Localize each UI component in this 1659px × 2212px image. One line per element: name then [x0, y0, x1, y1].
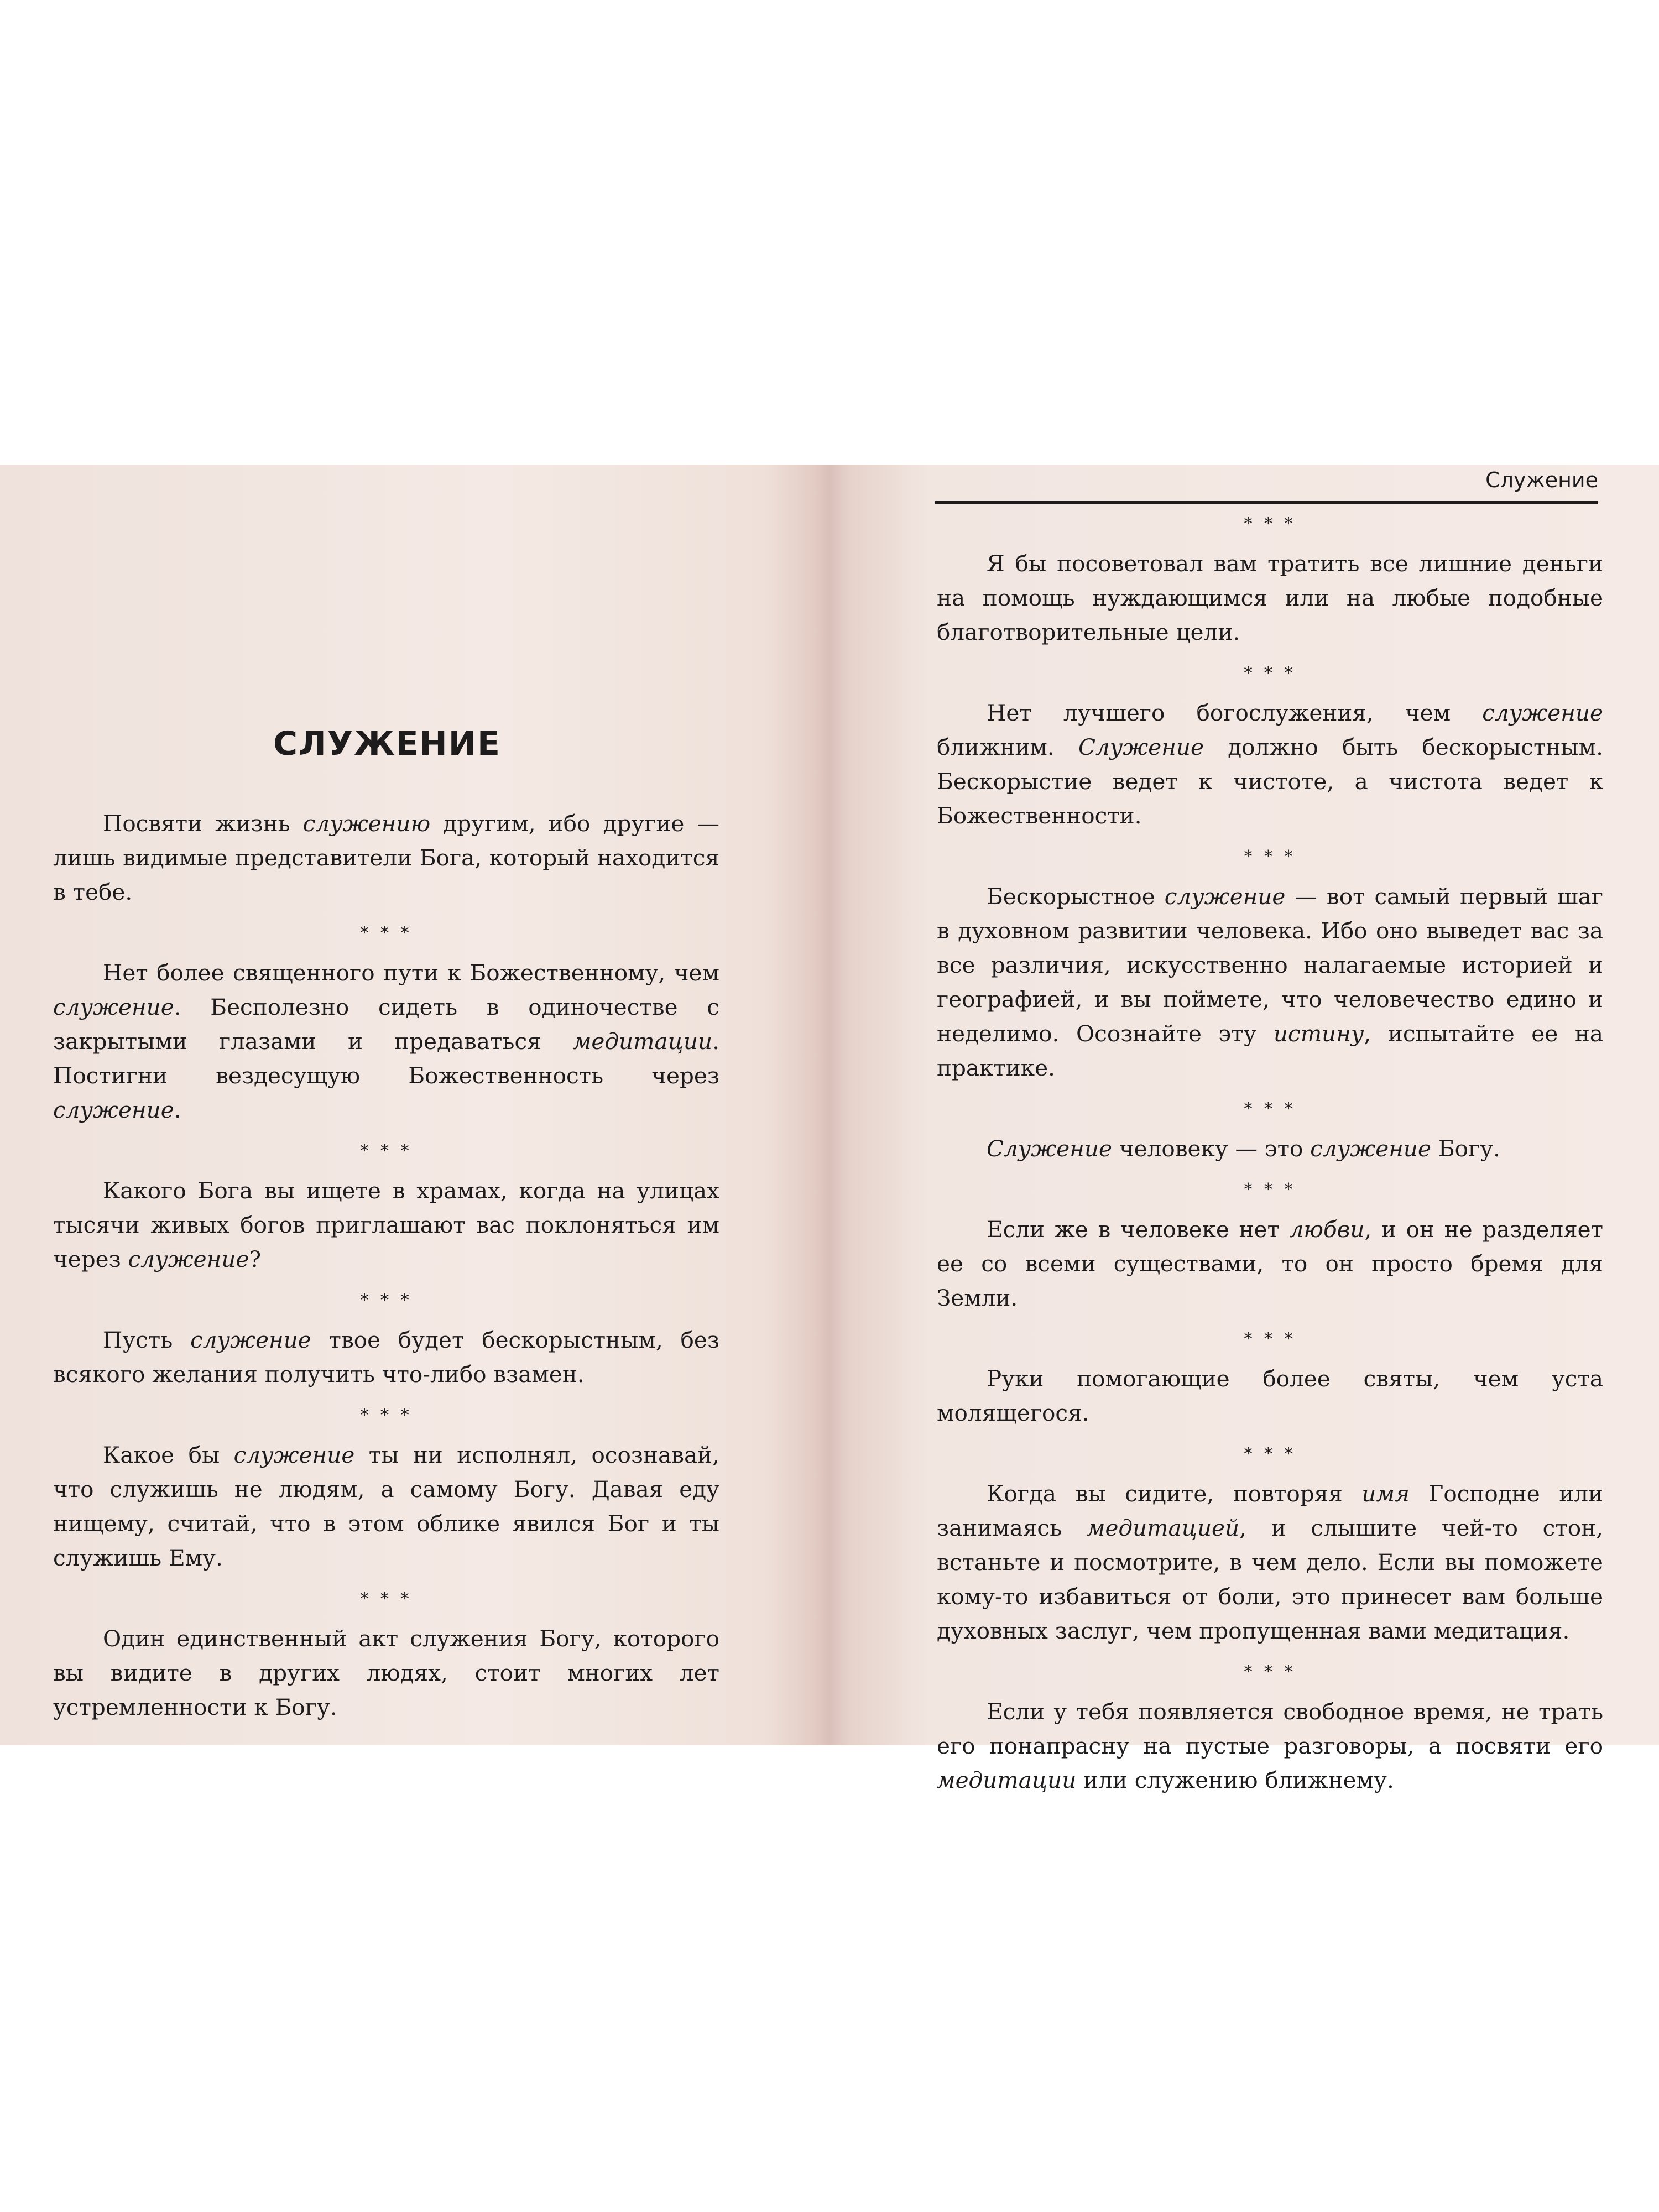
- emphasized-text: имя: [1361, 1480, 1410, 1507]
- text-run: Если у тебя появляется свободное время, не трать его понапрасну на пустые разговоры, а посвяти его: [937, 1698, 1603, 1759]
- paragraph: [937, 1361, 1603, 1430]
- emphasized-text: Служение: [1078, 734, 1204, 760]
- text-run: — вот самый первый шаг в духовном развитии человека. Ибо оно выведет вас за все различия, искусственно налагаемые историей и географией, и вы поймете, что человечество едино и неделимо. Осознайте эту: [937, 883, 1603, 1047]
- section-separator: * * *: [1244, 1662, 1296, 1682]
- section-separator: * * *: [1244, 847, 1296, 867]
- paragraph: [937, 1694, 1603, 1797]
- left-page-text: [53, 806, 719, 1724]
- emphasized-text: служению: [302, 810, 431, 837]
- paragraph: [53, 806, 719, 909]
- right-page: [835, 465, 1659, 1793]
- paragraph: [53, 1173, 719, 1276]
- chapter-title: СЛУЖЕНИЕ: [273, 724, 501, 763]
- emphasized-text: служение: [233, 1442, 355, 1468]
- text-run: , и слышите чей-то стон, встаньте и посмотрите, в чем дело. Если вы поможете кому-то избавиться от боли, это принесет вам больше духовных заслуг, чем пропущенная вами медитация.: [937, 1515, 1603, 1644]
- text-run: . Постигни вездесущую Божественность через: [53, 1028, 719, 1089]
- text-run: человеку — это: [1112, 1135, 1311, 1162]
- running-header-title: Служение: [1485, 468, 1598, 492]
- text-run: ты ни исполнял, осознавай, что служишь не людям, а самому Богу. Давая еду нищему, считай, что в этом облике явился Бог и ты служишь Ему.: [53, 1442, 719, 1571]
- text-run: Бескорыстное: [987, 883, 1165, 910]
- emphasized-text: служение: [53, 994, 174, 1020]
- text-run: , испытайте ее на практике.: [937, 1020, 1603, 1081]
- paragraph: [53, 1438, 719, 1575]
- paragraph: [53, 1323, 719, 1391]
- section-separator: * * *: [360, 1141, 413, 1161]
- text-run: Когда вы сидите, повторяя: [987, 1480, 1362, 1507]
- paragraph: [937, 1477, 1603, 1648]
- emphasized-text: служение: [1310, 1135, 1431, 1162]
- text-run: Какого Бога вы ищете в храмах, когда на улицах тысячи живых богов приглашают вас поклоняться им через: [53, 1177, 719, 1272]
- text-run: Я бы посоветовал вам тратить все лишние деньги на помощь нуждающимся или на любые подобные благотворительные цели.: [937, 550, 1603, 645]
- emphasized-text: медитации: [572, 1028, 713, 1055]
- section-separator: * * *: [360, 1589, 413, 1609]
- right-page-text: [937, 514, 1603, 1797]
- section-separator: * * *: [1244, 1444, 1296, 1464]
- emphasized-text: медитацией: [1086, 1515, 1240, 1541]
- emphasized-text: медитации: [937, 1767, 1077, 1793]
- text-run: ближним.: [937, 734, 1078, 760]
- paragraph: [53, 1621, 719, 1724]
- text-run: Руки помогающие более святы, чем уста молящегося.: [937, 1365, 1603, 1426]
- paragraph: [937, 546, 1603, 649]
- paragraph: [53, 956, 719, 1127]
- emphasized-text: служение: [1164, 883, 1286, 910]
- emphasized-text: служение: [53, 1097, 174, 1123]
- paragraph: [937, 879, 1603, 1085]
- section-separator: * * *: [1244, 664, 1296, 683]
- text-run: Какое бы: [103, 1442, 234, 1468]
- section-separator: * * *: [1244, 1099, 1296, 1119]
- section-separator: * * *: [1244, 514, 1296, 534]
- text-run: или служению ближнему.: [1076, 1767, 1394, 1793]
- book-spread: [0, 465, 1659, 1793]
- text-run: . Бесполезно сидеть в одиночестве с закрытыми глазами и предаваться: [53, 994, 719, 1055]
- paragraph: [937, 1212, 1603, 1315]
- emphasized-text: Служение: [987, 1135, 1113, 1162]
- text-run: другим, ибо другие — лишь видимые представители Бога, который находится в тебе.: [53, 810, 719, 905]
- text-run: Господне или занимаясь: [937, 1480, 1604, 1541]
- text-run: Богу.: [1431, 1135, 1500, 1162]
- text-run: Посвяти жизнь: [103, 810, 303, 837]
- section-separator: * * *: [1244, 1329, 1296, 1349]
- section-separator: * * *: [360, 1406, 413, 1425]
- text-run: Нет лучшего богослужения, чем: [987, 700, 1483, 726]
- emphasized-text: истину: [1273, 1020, 1364, 1047]
- paragraph: [937, 696, 1603, 833]
- paragraph: [937, 1131, 1603, 1166]
- text-run: Нет более священного пути к Божественному, чем: [103, 959, 719, 986]
- emphasized-text: служение: [128, 1246, 249, 1272]
- running-header: [935, 465, 1598, 504]
- text-run: , и он не разделяет ее со всеми существами, то он просто бремя для Земли.: [937, 1216, 1603, 1311]
- left-page: [0, 465, 824, 1745]
- emphasized-text: служение: [190, 1327, 311, 1353]
- text-run: .: [174, 1097, 181, 1123]
- section-separator: * * *: [360, 924, 413, 943]
- section-separator: * * *: [1244, 1180, 1296, 1199]
- text-run: твое будет бескорыстным, без всякого желания получить что-либо взамен.: [53, 1327, 719, 1387]
- text-run: ?: [249, 1246, 262, 1272]
- text-run: Один единственный акт служения Богу, которого вы видите в других людях, стоит многих лет устремленности к Богу.: [53, 1625, 719, 1720]
- text-run: должно быть бескорыстным. Бескорыстие ведет к чистоте, а чистота ведет к Божественности.: [937, 734, 1603, 829]
- emphasized-text: служение: [1482, 700, 1603, 726]
- text-run: Пусть: [103, 1327, 191, 1353]
- emphasized-text: любви: [1289, 1216, 1365, 1243]
- text-run: Если же в человеке нет: [987, 1216, 1290, 1243]
- section-separator: * * *: [360, 1291, 413, 1310]
